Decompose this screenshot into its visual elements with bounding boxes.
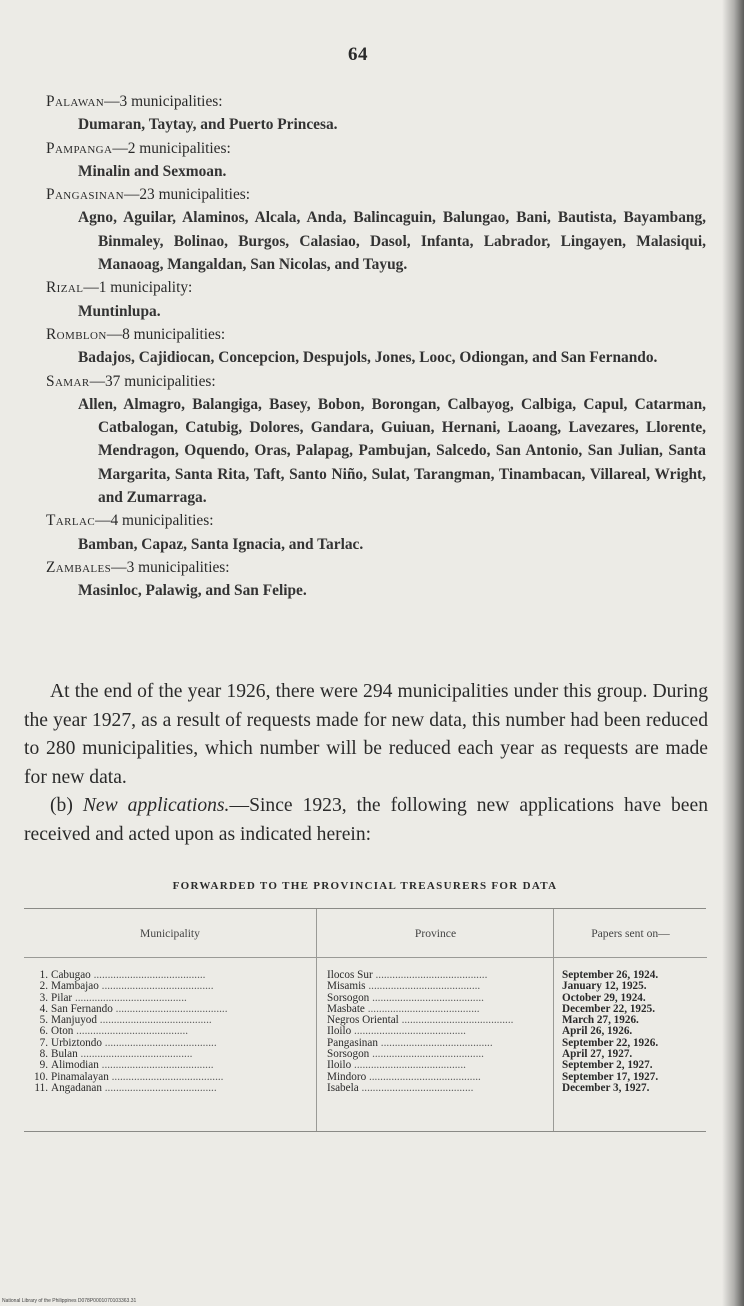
municipality-count: —4 municipalities: xyxy=(95,512,214,530)
table-row-province: Iloilo ........................................ xyxy=(327,1026,466,1038)
municipality-header: Municipality xyxy=(24,909,316,958)
municipality-name: Pilar xyxy=(51,992,73,1004)
province-name: Iloilo xyxy=(327,1026,352,1038)
municipality-list: Masinloc, Palawig, and San Felipe. xyxy=(78,582,307,600)
municipality-name: Pinamalayan xyxy=(51,1071,109,1083)
table-row-province: Misamis ........................................ xyxy=(327,981,481,993)
province-name: Masbate xyxy=(327,1003,365,1015)
table-row-municipality: 1. Cabugao ........................................ xyxy=(24,970,316,981)
municipality-count: —1 municipality: xyxy=(83,279,193,297)
municipality-name: Mambajao xyxy=(51,981,99,993)
row-number: 4. xyxy=(39,1003,48,1015)
table-row-province: Negros Oriental ........................................ xyxy=(327,1015,514,1027)
applications-table xyxy=(24,908,706,1132)
paragraph-2-heading: New applications. xyxy=(82,795,230,817)
province-column xyxy=(316,909,554,1131)
row-number: 8. xyxy=(39,1049,48,1061)
municipality-count: —3 municipalities: xyxy=(111,558,230,576)
row-number: 2. xyxy=(39,981,48,993)
date-column xyxy=(553,909,707,1131)
province-name: Sorsogon xyxy=(327,1049,370,1061)
province-heading xyxy=(46,90,706,113)
paragraph-2-label: (b) xyxy=(50,795,73,817)
table-row-province: Isabela ........................................ xyxy=(327,1082,474,1094)
municipality-list: Badajos, Cajidiocan, Concepcion, Despujols, Jones, Looc, Odiongan, and San Fernando. xyxy=(78,349,658,367)
province-name: Iloilo xyxy=(327,1060,352,1072)
table-row-municipality: 8. Bulan ........................................ xyxy=(24,1049,316,1060)
row-number: 6. xyxy=(39,1026,48,1038)
municipality-list: Allen, Almagro, Balangiga, Basey, Bobon, Borongan, Calbayog, Calbiga, Capul, Catarman, Catbalogan, Catubig, Dolores, Gandara, Guiuan, Hernani, Laoang, Lavezares, Llorente, Mendragon, Oquendo, Oras, Palapag, Pambujan, Salcedo, San Antonio, San Julian, Santa Margarita, Santa Rita, Taft, Santo Niño, Sulat, Tarangman, Tinambacan, Villareal, Wright, and Zumarraga. xyxy=(78,395,706,507)
municipality-count: —8 municipalities: xyxy=(106,325,226,343)
province-name: Misamis xyxy=(327,981,366,993)
table-row-province: Ilocos Sur ........................................ xyxy=(327,970,488,981)
paragraph-2-text: —Since 1923, the following new applications have been received and acted upon as indicated herein: xyxy=(24,795,709,845)
province-heading xyxy=(46,370,706,393)
province-listing xyxy=(46,90,706,603)
municipality-list: Bamban, Capaz, Santa Ignacia, and Tarlac. xyxy=(78,535,364,553)
province-heading xyxy=(46,183,706,206)
table-row-province: Sorsogon ........................................ xyxy=(327,1049,484,1061)
table-row-province: Iloilo ........................................ xyxy=(327,1060,466,1072)
table-row-province: Sorsogon ........................................ xyxy=(327,992,484,1004)
province-heading xyxy=(46,276,706,299)
table-row-date: September 26, 1924. xyxy=(562,970,659,981)
municipality-name: Urbiztondo xyxy=(51,1037,102,1049)
table-row-municipality: 7. Urbiztondo ........................................ xyxy=(24,1038,316,1049)
footer-tag: National Library of the Philippines D078P0001070103363.31 xyxy=(2,1298,137,1304)
province-heading xyxy=(46,323,706,346)
table-row-province: Pangasinan ........................................ xyxy=(327,1037,493,1049)
province-name: Pangasinan xyxy=(327,1037,378,1049)
province-name: Mindoro xyxy=(327,1071,367,1083)
municipality-name: Manjuyod xyxy=(51,1015,97,1027)
province-name: Samar xyxy=(46,372,90,390)
table-row-date: April 26, 1926. xyxy=(562,1026,633,1038)
date-header: Papers sent on— xyxy=(554,909,707,958)
municipality-list: Minalin and Sexmoan. xyxy=(78,162,227,180)
municipality-count: —3 municipalities: xyxy=(104,93,223,110)
table-row-date: December 3, 1927. xyxy=(562,1082,650,1094)
table-row-date: April 27, 1927. xyxy=(562,1049,633,1061)
province-name: Rizal xyxy=(46,279,84,297)
row-number: 3. xyxy=(39,992,48,1004)
table-row-municipality: 3. Pilar ........................................ xyxy=(24,993,316,1004)
municipality-count: —2 municipalities: xyxy=(112,139,231,157)
municipality-list: Agno, Aguilar, Alaminos, Alcala, Anda, Balincaguin, Balungao, Bani, Bautista, Bayambang, Binmaley, Bolinao, Burgos, Calasiao, Dasol, Infanta, Labrador, Lingayen, Malasiqui, Manaoag, Mangaldan, San Nicolas, and Tayug. xyxy=(78,209,706,274)
table-row-municipality: 10. Pinamalayan ........................................ xyxy=(24,1072,316,1083)
province-name: Pangasinan xyxy=(46,186,124,204)
municipality-name: Alimodian xyxy=(51,1060,99,1072)
page-edge-shadow xyxy=(722,0,744,1306)
province-name: Palawan xyxy=(46,93,105,110)
table-row-date: January 12, 1925. xyxy=(562,981,647,993)
table-row-municipality: 4. San Fernando ........................................ xyxy=(24,1004,316,1015)
municipality-count: —37 municipalities: xyxy=(89,372,216,390)
row-number: 9. xyxy=(39,1060,48,1072)
municipality-name: Oton xyxy=(51,1026,74,1038)
paragraph-2 xyxy=(24,792,708,849)
table-title: FORWARDED TO THE PROVINCIAL TREASURERS FOR DATA xyxy=(172,880,558,892)
table-row-date: September 2, 1927. xyxy=(562,1060,653,1072)
province-header: Province xyxy=(317,909,554,958)
row-number: 10. xyxy=(34,1071,48,1083)
municipality-name: Bulan xyxy=(51,1049,78,1061)
table-row-municipality: 5. Manjuyod ........................................ xyxy=(24,1015,316,1026)
table-row-municipality: 2. Mambajao ........................................ xyxy=(24,981,316,992)
row-number: 1. xyxy=(39,970,48,981)
table-row-date: October 29, 1924. xyxy=(562,992,646,1004)
province-name: Negros Oriental xyxy=(327,1015,399,1027)
page-number: 64 xyxy=(348,44,368,65)
province-name: Zambales xyxy=(46,558,112,576)
province-name: Romblon xyxy=(46,325,107,343)
table-row-date: March 27, 1926. xyxy=(562,1015,639,1027)
municipality-name: Cabugao xyxy=(51,970,91,981)
table-row-province: Mindoro ........................................ xyxy=(327,1071,481,1083)
province-name: Sorsogon xyxy=(327,992,370,1004)
table-row-province: Masbate ........................................ xyxy=(327,1003,480,1015)
municipality-count: —23 municipalities: xyxy=(123,186,251,204)
row-number: 11. xyxy=(34,1082,48,1094)
municipality-list: Dumaran, Taytay, and Puerto Princesa. xyxy=(78,116,338,134)
province-heading xyxy=(46,137,706,160)
province-name: Isabela xyxy=(327,1082,359,1094)
row-number: 7. xyxy=(39,1037,48,1049)
table-row-municipality: 6. Oton ........................................ xyxy=(24,1026,316,1037)
province-heading xyxy=(46,509,706,532)
table-row-date: December 22, 1925. xyxy=(562,1003,655,1015)
row-number: 5. xyxy=(39,1015,48,1027)
municipality-name: San Fernando xyxy=(51,1003,113,1015)
table-row-municipality: 9. Alimodian ........................................ xyxy=(24,1060,316,1071)
municipality-column xyxy=(24,909,316,1131)
paragraph-1: At the end of the year 1926, there were 294 municipalities under this group. During the year 1927, as a result of requests made for new data, this number had been reduced to 280 municipalities, which number will be reduced each year as requests are made for new data. xyxy=(24,681,708,788)
province-heading xyxy=(46,556,706,579)
municipality-list: Muntinlupa. xyxy=(78,302,161,320)
province-name: Pampanga xyxy=(46,139,113,157)
province-name: Tarlac xyxy=(46,512,96,530)
table-row-date: September 17, 1927. xyxy=(562,1071,659,1083)
province-name: Ilocos Sur xyxy=(327,970,373,981)
table-row-municipality: 11. Angadanan ........................................ xyxy=(24,1083,316,1094)
narrative-text xyxy=(24,678,708,850)
table-row-date: September 22, 1926. xyxy=(562,1037,659,1049)
municipality-name: Angadanan xyxy=(51,1082,102,1094)
